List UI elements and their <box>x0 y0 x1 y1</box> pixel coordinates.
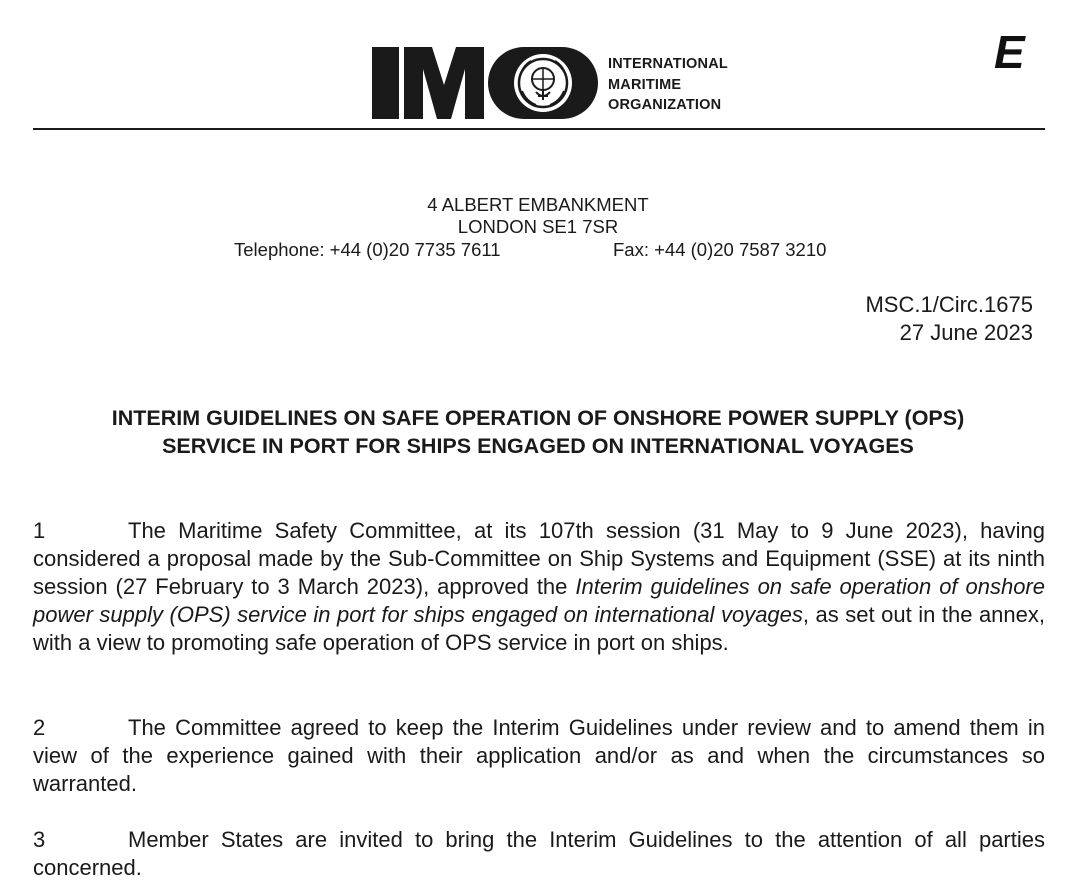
document-date: 27 June 2023 <box>899 320 1033 345</box>
fax: Fax: +44 (0)20 7587 3210 <box>613 239 827 260</box>
paragraph-text: Member States are invited to bring the Interim Guidelines to the attention of all parties concerned. <box>33 827 1045 880</box>
paragraph-number: 3 <box>33 827 46 852</box>
paragraph-3 <box>33 826 1045 882</box>
org-name-line: ORGANIZATION <box>608 97 722 113</box>
telephone: Telephone: +44 (0)20 7735 7611 <box>234 239 501 260</box>
address-line-1: 4 ALBERT EMBANKMENT <box>427 194 649 215</box>
paragraph-text: The Committee agreed to keep the Interim Guidelines under review and to amend them in view of the experience gained with their application and/or as and when the circumstances so warranted. <box>33 715 1045 796</box>
address-line-2: LONDON SE1 7SR <box>457 216 619 237</box>
paragraph-number: 1 <box>33 518 46 543</box>
guidelines-title-italic: Interim guidelines on safe operation of onshore power supply (OPS) service in port for ships engaged on international voyages <box>33 574 1045 627</box>
paragraph-text: The Maritime Safety Committee, at its 107th session (31 May to 9 June 2023), having considered a proposal made by the Sub-Committee on Ship Systems and Equipment (SSE) at its ninth session (27 February to 3 March 2023), approved the <box>33 518 1045 599</box>
language-code: E <box>994 26 1025 78</box>
paragraph-1 <box>33 517 1045 657</box>
paragraph-2 <box>33 714 1045 798</box>
org-name-line: MARITIME <box>608 76 682 93</box>
imo-logo <box>370 45 600 121</box>
document-title-line-2: SERVICE IN PORT FOR SHIPS ENGAGED ON INTERNATIONAL VOYAGES <box>162 434 914 458</box>
organization-name <box>608 54 728 116</box>
paragraph-text: , as set out in the annex, with a view to promoting safe operation of OPS service in port on ships. <box>33 602 1046 655</box>
org-name-line: INTERNATIONAL <box>608 56 728 72</box>
paragraph-number: 2 <box>33 715 46 740</box>
imo-emblem-icon <box>514 54 572 112</box>
header-divider <box>33 128 1045 130</box>
document-symbol: MSC.1/Circ.1675 <box>865 292 1033 317</box>
document-title-line-1: INTERIM GUIDELINES ON SAFE OPERATION OF ONSHORE POWER SUPPLY (OPS) <box>111 406 965 430</box>
